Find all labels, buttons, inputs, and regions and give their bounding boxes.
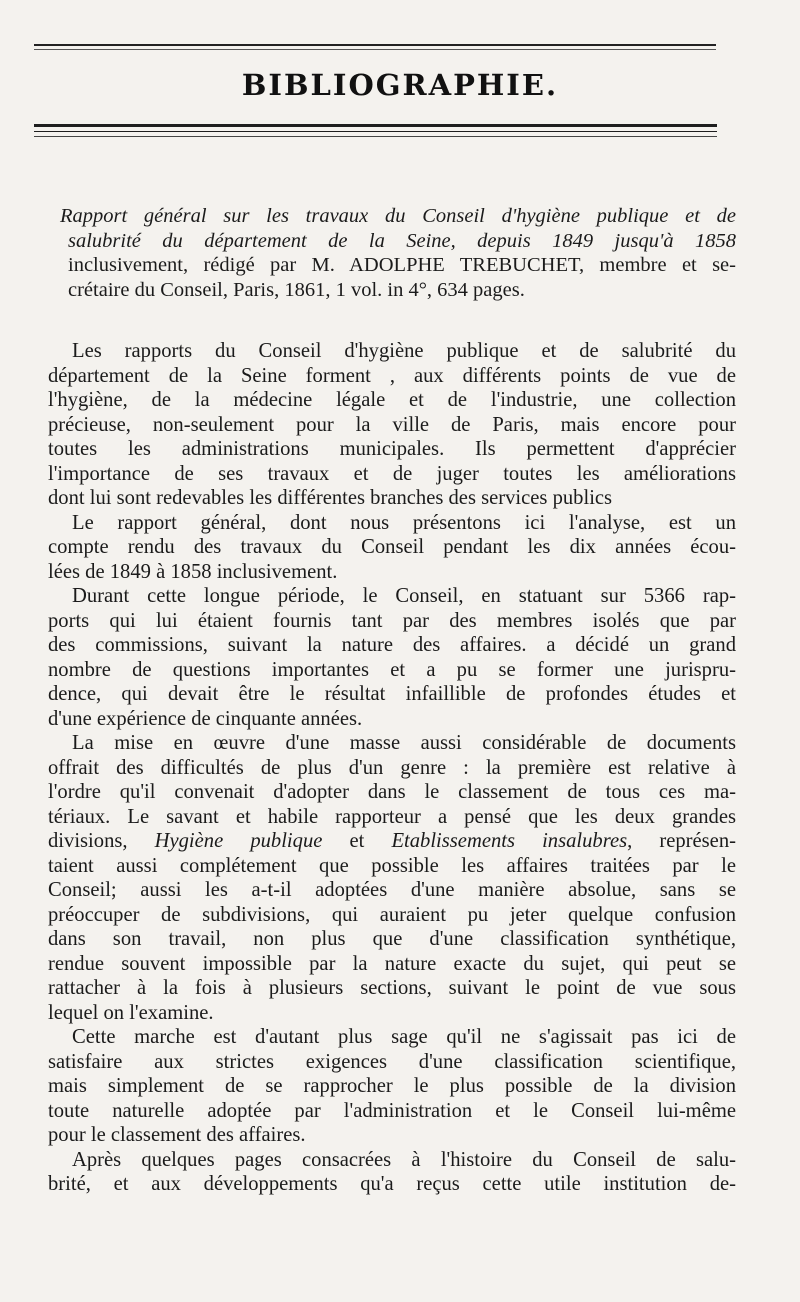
text-line: compte rendu des travaux du Conseil pendant les dix années écou- — [48, 536, 736, 558]
reference-line — [60, 278, 736, 303]
text-line: pour le classement des affaires. — [48, 1124, 306, 1146]
reference-line — [60, 229, 736, 254]
text-line: Conseil; aussi les a-t-il adoptées d'une manière absolue, sans se — [48, 879, 736, 901]
text-line: La mise en œuvre d'une masse aussi considérable de documents — [72, 732, 736, 754]
text-line: préoccuper de subdivisions, qui auraient pu jeter quelque confusion — [48, 903, 736, 926]
text-line: l'hygiène, de la médecine légale et de l'industrie, une collection — [48, 389, 736, 411]
text-line: toute naturelle adoptée par l'administration et le Conseil lui-même — [48, 1099, 736, 1122]
text-line: taient aussi complétement que possible les affaires traitées par le — [48, 854, 736, 877]
reference-line — [60, 253, 736, 278]
text-line: dans son travail, non plus que d'une classification synthétique, — [48, 928, 736, 950]
reference-line-text: crétaire du Conseil, Paris, 1861, 1 vol. in 4°, 634 pages. — [68, 278, 525, 301]
title-rule-thin-2 — [34, 136, 717, 137]
text-line: département de la Seine forment , aux différents points de vue de — [48, 364, 736, 387]
text-line-mixed: divisions, Hygiène publique et Etablissements insalubres, représen- — [48, 830, 736, 852]
text-line: ports qui lui étaient fournis tant par des membres isolés que par — [48, 609, 736, 632]
text-line: rattacher à la fois à plusieurs sections, suivant le point de vue sous — [48, 977, 736, 999]
text-line: nombre de questions importantes et a pu se former une jurispru- — [48, 658, 736, 681]
reference-line — [60, 204, 736, 229]
text-line: Le rapport général, dont nous présentons ici l'analyse, est un — [72, 511, 736, 534]
title-rule-thick — [34, 124, 717, 127]
text-line: dence, qui devait être le résultat infaillible de profondes études et — [48, 683, 736, 705]
top-rule — [34, 44, 716, 46]
title-rule-thin — [34, 131, 717, 132]
italic-term: Etablissements insalubres — [391, 830, 628, 852]
text-line: Cette marche est d'autant plus sage qu'il ne s'agissait pas ici de — [72, 1026, 736, 1048]
text-line: toutes les administrations municipales. Ils permettent d'apprécier — [48, 438, 736, 460]
text-line: Après quelques pages consacrées à l'histoire du Conseil de salu- — [72, 1148, 736, 1171]
text-line: Durant cette longue période, le Conseil, en statuant sur 5366 rap- — [72, 585, 736, 607]
text-line: l'ordre qu'il convenait d'adopter dans le classement de tous ces ma- — [48, 781, 736, 803]
reference-line-text: inclusivement, rédigé par M. ADOLPHE TREBUCHET, membre et se- — [68, 254, 736, 277]
text-line: offrait des difficultés de plus d'un genre : la première est relative à — [48, 756, 736, 779]
text-line: lées de 1849 à 1858 inclusivement. — [48, 560, 338, 583]
italic-term: Hygiène publique — [154, 830, 323, 852]
text-line: Les rapports du Conseil d'hygiène publique et de salubrité du — [72, 340, 736, 362]
text-line: dont lui sont redevables les différentes branches des services publics — [48, 487, 613, 509]
bibliographic-reference — [60, 204, 736, 302]
text-line: d'une expérience de cinquante années. — [48, 707, 363, 730]
text-line: précieuse, non-seulement pour la ville de Paris, mais encore pour — [48, 413, 736, 436]
text-line: rendue souvent impossible par la nature exacte du sujet, qui peut se — [48, 952, 736, 975]
text-line: satisfaire aux strictes exigences d'une classification scientifique, — [48, 1050, 736, 1073]
text-line: l'importance de ses travaux et de juger toutes les améliorations — [48, 462, 736, 485]
text-line: tériaux. Le savant et habile rapporteur a pensé que les deux grandes — [48, 805, 736, 828]
text-line: brité, et aux développements qu'a reçus cette utile institution de- — [48, 1173, 736, 1195]
article-body — [48, 339, 736, 1197]
reference-line-text: salubrité du département de la Seine, depuis 1849 jusqu'à 1858 — [68, 229, 736, 252]
text-line: lequel on l'examine. — [48, 1001, 214, 1024]
text-line: mais simplement de se rapprocher le plus possible de la division — [48, 1075, 736, 1097]
top-rule-thin — [34, 49, 716, 50]
page-title: BIBLIOGRAPHIE. — [241, 68, 559, 102]
text-line: des commissions, suivant la nature des affaires. a décidé un grand — [48, 634, 736, 656]
reference-line-text: Rapport général sur les travaux du Conseil d'hygiène publique et de — [60, 205, 736, 227]
